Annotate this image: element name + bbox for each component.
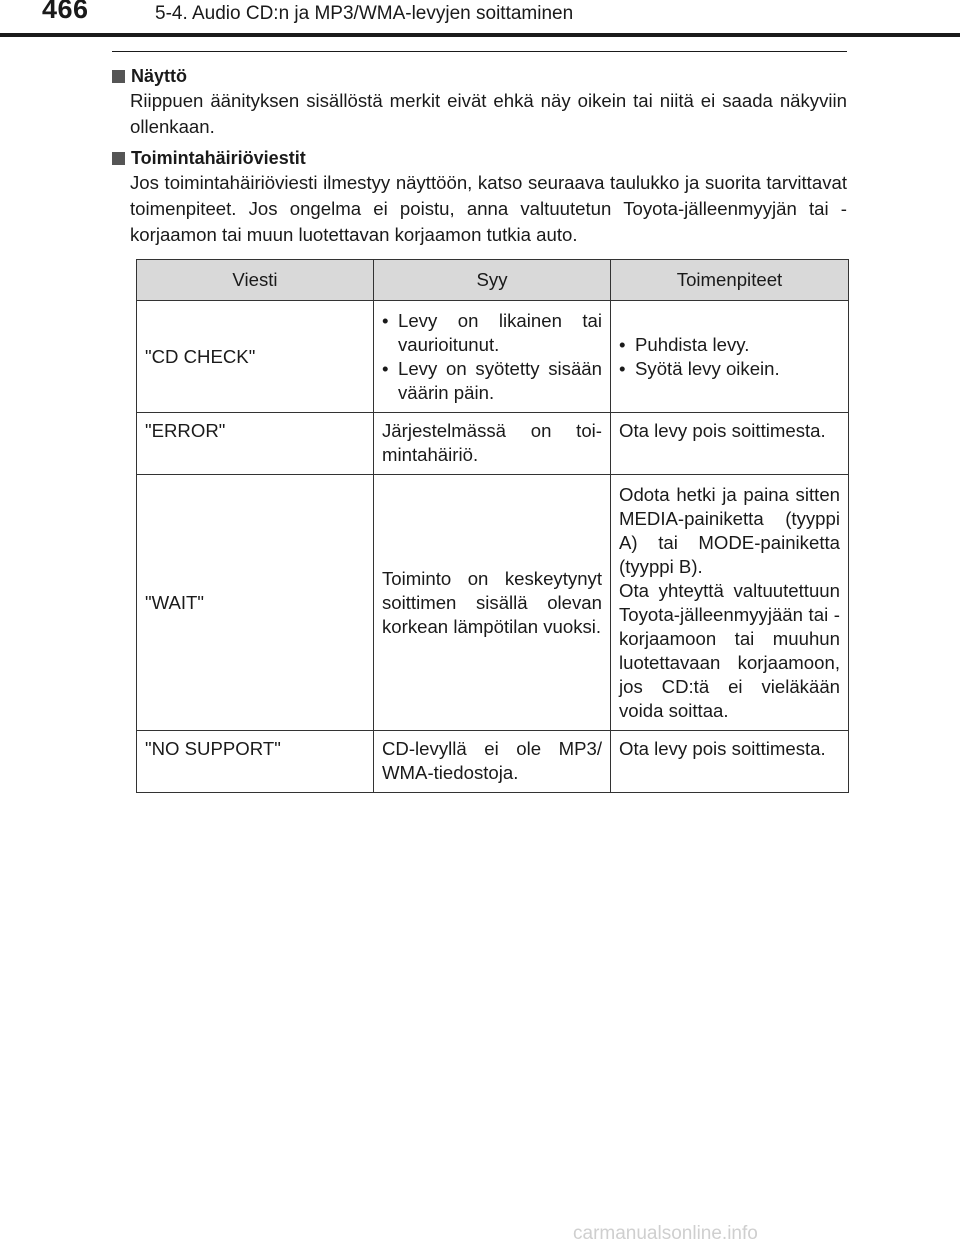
table-row [137,475,849,731]
list-item: • Syötä levy oikein. [619,357,780,379]
section-body: Riippuen äänityksen sisällöstä merkit eivät ehkä näy oikein tai niitä ei saada näkyviin ollenkaan. [130,90,847,137]
column-header: Syy [374,260,611,301]
page-number: 466 [42,0,89,24]
chapter-title: 5-4. Audio CD:n ja MP3/WMA-levyjen soittaminen [155,3,574,24]
section-body: Jos toimintahäiriöviesti ilmestyy näyttöön, katso seuraava taulukko ja suorita tarvittavat toimenpiteet. Jos ongelma ei poistu, anna valtuutetun Toyota-jälleenmyyjän tai -korjaamon tai muun luotettavan korjaamon tutkia auto. [130,172,847,245]
table-row [137,301,849,413]
bullet-icon: • [619,333,626,355]
message-cell: "NO SUPPORT" [137,731,374,793]
message-cell: "WAIT" [137,475,374,731]
bullet-icon: • [382,357,389,379]
square-bullet-icon [112,70,125,83]
action-cell: Ota levy pois soittimesta. [611,413,849,475]
section-display [112,64,847,140]
list-item: • Levy on likainen tai vaurioitunut. [382,309,602,355]
action-cell [611,301,849,413]
table-header-row [137,260,849,301]
table-row [137,731,849,793]
watermark: carmanualsonline.info [573,1223,758,1244]
section-error-messages [112,146,847,248]
list-item: • Levy on syötetty sisään väärin päin. [382,357,602,403]
square-bullet-icon [112,152,125,165]
list-item: • Puhdista levy. [619,333,750,355]
content-divider [112,51,847,52]
bullet-icon: • [382,309,389,331]
action-text: Ota yhteyttä valtuutettuun Toyota-jälleenmyyjään tai -korjaamoon tai muuhun luotettavaan korjaamoon, jos CD:tä ei vieläkään voida soittaa. [619,579,840,721]
cause-cell: Toiminto on keskeytynyt soittimen sisällä olevan korkean lämpötilan vuoksi. [374,475,611,731]
action-cell: Ota levy pois soittimesta. [611,731,849,793]
action-cell [611,475,849,731]
error-message-table [136,259,849,793]
cause-cell: CD-levyllä ei ole MP3/ WMA-tiedostoja. [374,731,611,793]
bullet-icon: • [619,357,626,379]
cause-cell [374,301,611,413]
section-heading: Toimintahäiriöviestit [131,147,306,168]
cause-cell: Järjestelmässä on toimintahäiriö. [374,413,611,475]
action-text: Odota hetki ja paina sitten MEDIA-painiketta (tyyppi A) tai MODE-painiketta (tyyppi B). [619,483,840,577]
message-cell: "ERROR" [137,413,374,475]
section-heading: Näyttö [131,65,188,86]
column-header: Viesti [137,260,374,301]
message-cell: "CD CHECK" [137,301,374,413]
column-header: Toimenpiteet [611,260,849,301]
table-row [137,413,849,475]
header-divider [0,33,960,37]
page-header [0,0,960,40]
